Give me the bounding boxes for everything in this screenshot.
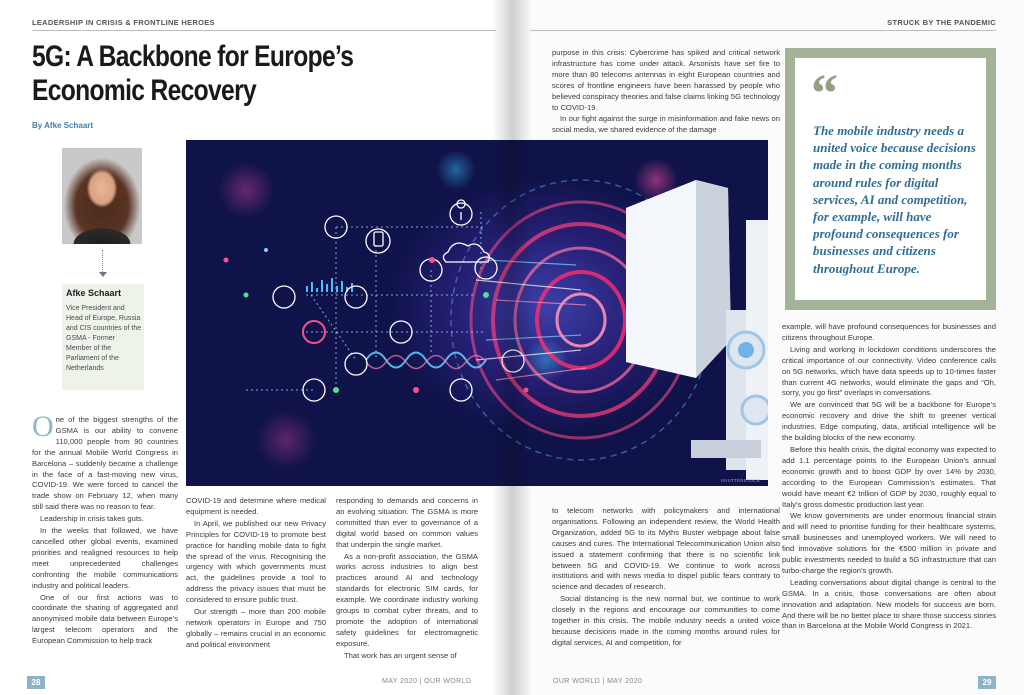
paragraph: As a non-profit association, the GSMA works across industries to align best practices around AI and technology standards for electronic SIM cards, for example. We coordinate industry working groups to combat cyber threats, and to promote the adoption of international safety guidelines for electromagnetic exposure. (336, 551, 478, 648)
page-number-left: 28 (27, 676, 45, 689)
section-label-left: LEADERSHIP IN CRISIS & FRONTLINE HEROES (32, 18, 215, 27)
cloud-sync-icon (502, 350, 524, 372)
article-headline: 5G: A Backbone for Europe’s Economic Recovery (32, 40, 354, 107)
search-icon (345, 353, 367, 375)
paragraph-text: ne of the biggest strengths of the GSMA is our ability to convene 110,000 people from 90 countries for the annual Mobile World Congress in Barcelona – suddenly became a challenge in the face of a fast-moving new virus, COVID-19. We were forced to cancel the trade show on February 12, when many still said there was no reason to fear. (32, 415, 178, 512)
column-2 (186, 496, 326, 652)
paragraph: COVID-19 and determine where medical equipment is needed. (186, 496, 326, 516)
paragraph: That work has an urgent sense of (344, 650, 457, 660)
paragraph: example, will have profound consequences for businesses and citizens throughout Europe. (782, 322, 996, 342)
paragraph: One of our first actions was to coordinate the sharing of aggregated and anonymised mobile data between Europe’s largest telecom operators and the European Commission to help track (32, 592, 178, 646)
cursor-icon (273, 286, 295, 308)
header-rule-left (32, 30, 496, 31)
paragraph: to telecom networks with policymakers and international organisations. Following an independent review, the World Health Organization, added 5G to its Myths Buster webpage about false causes and cures. The International Telecommunication Union also issued a statement confirming that there is no scientific link between 5G and COVID-19. We continue to work across institutions and with news media to dispel public fears contrary to science and decades of research. (552, 506, 780, 592)
header-rule-right (530, 30, 996, 31)
column-4-bottom (552, 506, 780, 650)
column-1 (32, 410, 178, 648)
arrow-down-icon (99, 272, 107, 277)
column-3 (336, 496, 478, 663)
paragraph: Living and working in lockdown conditions underscores the critical importance of our connectivity. Video conference calls on 5G networks, which have data speeds up to 10-times faster than current 4G networks, would eliminate the gaps and “Oh, sorry, you go first” overlaps in conversations. (782, 344, 996, 398)
paragraph: We know governments are under enormous financial strain and will need to prioritise funding for their healthcare systems, small businesses and unemployed workers. We will need to find innovative solutions for the €500 million in private and public investments needed to build a 5G infrastructure that can turbo-charge the region’s growth. (782, 511, 996, 575)
page-number-right: 29 (978, 676, 996, 689)
image-credit: SHUTTERSTOCK (720, 478, 760, 483)
paragraph: Leading conversations about digital change is central to the GSMA. In a crisis, those conversations are often about innovation and adaptation. New models for success are born. And there will be no better place to share those success stories than in Barcelona at the Mobile World Congress in 2021. (782, 577, 996, 631)
paragraph: responding to demands and concerns in an evolving situation. The GSMA is more committed than ever to governance of a digital world based on common values that underpin the single market. (336, 496, 478, 549)
drop-cap: O (32, 410, 54, 443)
antenna-5g-icon (626, 180, 768, 480)
paragraph: In April, we published our new Privacy Principles for COVID-19 to promote best practice for handling mobile data to fight the spread of the virus. Recognising the urgency with which governments must act, the guidelines provide a tool to address the privacy issues that must be considered to ensure public trust. (186, 518, 326, 605)
author-portrait (62, 148, 142, 244)
cart-icon (345, 286, 367, 308)
byline: By Afke Schaart (32, 121, 94, 130)
paragraph: We are convinced that 5G will be a backbone for Europe’s economic recovery and drive the shift to greener vertical industries. Edge computing, data, artificial intelligence will be the building blocks of the new economy. (782, 400, 996, 443)
paragraph: Social distancing is the new normal but, we continue to work closely in the regions and encourage our communities to come together in this crisis. The mobile industry needs a united voice because decisions made in the coming months around rules for digital services, AI and competition, for (552, 594, 780, 647)
cloud-icon (443, 243, 489, 262)
portrait-shoulders (62, 218, 142, 244)
paragraph: In the weeks that followed, we have cancelled other global events, examined priorities and realigned resources to help meet unprecedented challenges confronting the mobile communications industry and political leaders. (32, 526, 178, 590)
folio-right: OUR WORLD | MAY 2020 (553, 678, 643, 685)
section-label-right: STRUCK BY THE PANDEMIC (887, 18, 996, 27)
phone-icon (374, 232, 383, 246)
folio-left: MAY 2020 | OUR WORLD (382, 678, 472, 685)
paragraph (32, 410, 178, 513)
pull-quote-text: The mobile industry needs a united voice because decisions made in the coming months around rules for digital services, AI and competition, for example, will have profound consequences for businesses and citizens throughout Europe. (813, 123, 976, 276)
paragraph: In our fight against the surge in misinformation and fake news on social media, we shared evidence of the damage (552, 114, 780, 135)
paragraph: Before this health crisis, the digital economy was expected to add 1.1 percentage points to the European Union’s annual economic growth and to boost GDP by over 14% by 2030, according to the European Commission’s estimates. That would have meant €2 trillion of GDP by 2030, roughly equal to Italy’s gross domestic production last year. (782, 444, 996, 509)
chat-icon (450, 379, 472, 401)
hero-illustration (186, 140, 768, 486)
pull-quote-inner (795, 58, 986, 300)
paragraph: Leadership in crisis takes guts. (40, 514, 144, 524)
column-4-top (552, 48, 780, 137)
network-5g-illustration (186, 140, 768, 486)
paragraph: Our strength – more than 200 mobile network operators in Europe and 750 globally – remains crucial in an economic and political environment (186, 607, 326, 649)
author-bio-box (62, 284, 144, 390)
quote-mark-icon: “ (811, 63, 838, 123)
connector-line (102, 250, 103, 274)
column-5 (782, 322, 996, 633)
pull-quote-box (785, 48, 996, 310)
waveform-bars (306, 278, 353, 292)
network-icons (273, 200, 524, 401)
author-name: Afke Schaart (66, 288, 122, 298)
paragraph: purpose in this crisis: Cybercrime has spiked and critical network infrastructure has come under attack. Arsonists have set fire to more than 80 telecoms antennas in eight European countries and scores of frontline engineers have been harassed by people who believed conspiracy theories and false claims linking 5G technology to COVID-19. (552, 48, 780, 112)
author-bio-text: Vice President and Head of Europe, Russia and CIS countries of the GSMA - Former Member of the Parliament of the Netherlands (66, 305, 142, 372)
